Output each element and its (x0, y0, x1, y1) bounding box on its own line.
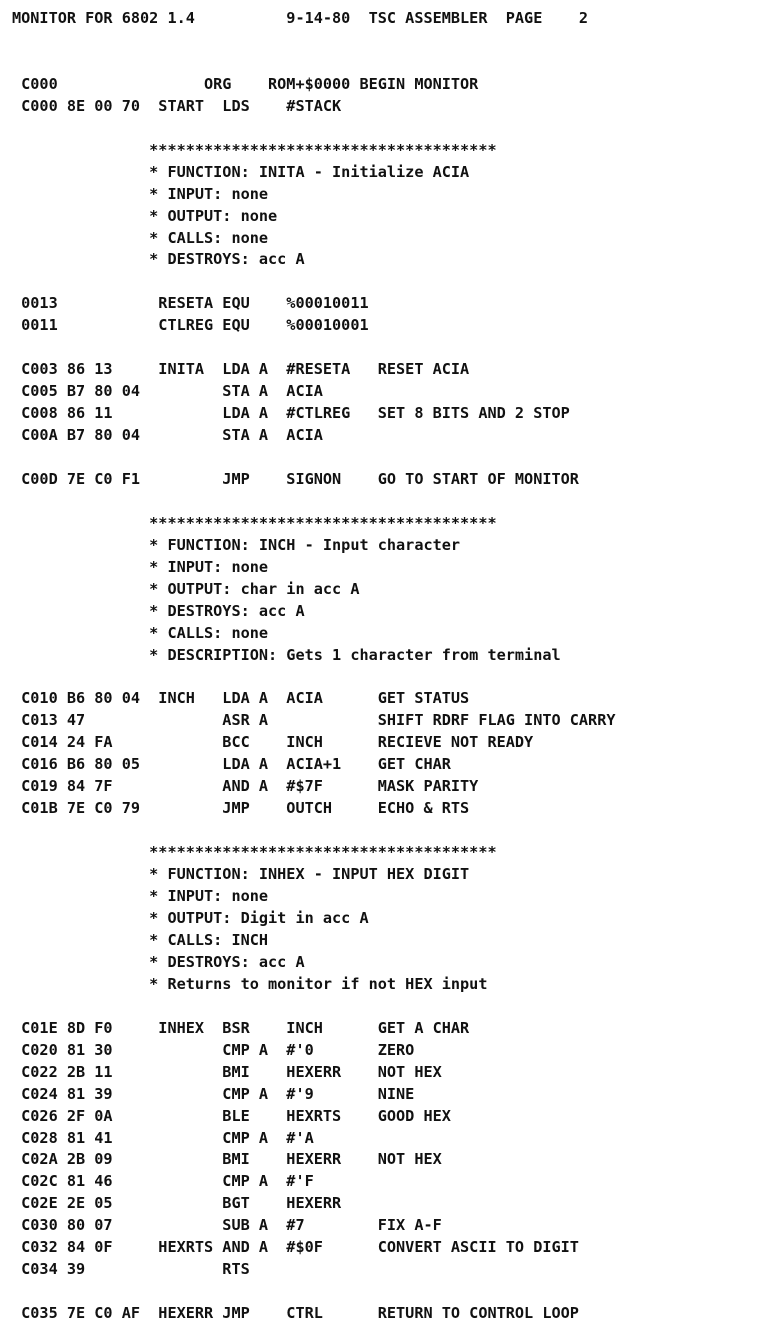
comment-line: * INPUT: none (12, 887, 269, 905)
comment-line: * INPUT: none (12, 184, 269, 203)
code-line: C028 81 41 CMP A #'A (12, 1128, 314, 1147)
code-line: C035 7E C0 AF HEXERR JMP CTRL RETURN TO CONTROL LOOP (12, 1304, 579, 1322)
code-line: C022 2B 11 BMI HEXERR NOT HEX (12, 1062, 442, 1081)
comment-line: * CALLS: none (12, 623, 269, 642)
comment-line: * DESTROYS: acc A (12, 601, 305, 620)
comment-line: * OUTPUT: char in acc A (12, 579, 360, 598)
code-line: C01B 7E C0 79 JMP OUTCH ECHO & RTS (12, 799, 470, 818)
code-line: C016 B6 80 05 LDA A ACIA+1 GET CHAR (12, 755, 451, 774)
comment-line: * CALLS: INCH (12, 930, 269, 949)
comment-separator: ************************************** (12, 513, 497, 532)
code-line: C00A B7 80 04 STA A ACIA (12, 426, 323, 445)
comment-line: * DESTROYS: acc A (12, 250, 305, 269)
code-line: C02C 81 46 CMP A #'F (12, 1172, 314, 1191)
comment-line: * FUNCTION: INITA - Initialize ACIA (12, 162, 470, 181)
code-line: C026 2F 0A BLE HEXRTS GOOD HEX (12, 1106, 451, 1125)
code-line: C014 24 FA BCC INCH RECIEVE NOT READY (12, 733, 534, 752)
code-line: C02A 2B 09 BMI HEXERR NOT HEX (12, 1150, 442, 1169)
code-line: C024 81 39 CMP A #'9 NINE (12, 1084, 415, 1103)
comment-separator: ************************************** (12, 843, 497, 862)
comment-line: * Returns to monitor if not HEX input (12, 974, 488, 993)
code-line: C019 84 7F AND A #$7F MASK PARITY (12, 777, 479, 796)
code-line: C034 39 RTS (12, 1260, 250, 1279)
comment-line: * CALLS: none (12, 228, 269, 247)
comment-line: * DESTROYS: acc A (12, 952, 305, 971)
code-line: C00D 7E C0 F1 JMP SIGNON GO TO START OF MONITOR (12, 469, 579, 488)
code-line: C003 86 13 INITA LDA A #RESETA RESET ACIA (12, 360, 470, 379)
code-line: C005 B7 80 04 STA A ACIA (12, 382, 323, 401)
code-line: 0011 CTLREG EQU %00010001 (12, 316, 369, 335)
assembly-listing (12, 0, 784, 1332)
code-line: C000 ORG ROM+$0000 BEGIN MONITOR (12, 74, 479, 93)
code-line: C032 84 0F HEXRTS AND A #$0F CONVERT ASCII TO DIGIT (12, 1238, 579, 1257)
comment-line: * OUTPUT: none (12, 206, 278, 225)
comment-line: * FUNCTION: INHEX - INPUT HEX DIGIT (12, 865, 470, 883)
code-line: C010 B6 80 04 INCH LDA A ACIA GET STATUS (12, 689, 470, 708)
code-line: C000 8E 00 70 START LDS #STACK (12, 96, 342, 115)
code-line: C008 86 11 LDA A #CTLREG SET 8 BITS AND 2 STOP (12, 404, 570, 423)
comment-separator: ************************************** (12, 140, 497, 159)
code-line: C02E 2E 05 BGT HEXERR (12, 1194, 342, 1213)
comment-line: * OUTPUT: Digit in acc A (12, 908, 369, 927)
comment-line: * DESCRIPTION: Gets 1 character from terminal (12, 645, 561, 664)
code-line: C020 81 30 CMP A #'0 ZERO (12, 1040, 415, 1059)
comment-line: * INPUT: none (12, 557, 269, 576)
code-line: C013 47 ASR A SHIFT RDRF FLAG INTO CARRY (12, 711, 616, 730)
comment-line: * FUNCTION: INCH - Input character (12, 535, 461, 554)
page-header: MONITOR FOR 6802 1.4 9-14-80 TSC ASSEMBLER PAGE 2 (12, 9, 589, 27)
code-line: C01E 8D F0 INHEX BSR INCH GET A CHAR (12, 1018, 470, 1037)
code-line: 0013 RESETA EQU %00010011 (12, 294, 369, 313)
code-line: C030 80 07 SUB A #7 FIX A-F (12, 1216, 442, 1235)
